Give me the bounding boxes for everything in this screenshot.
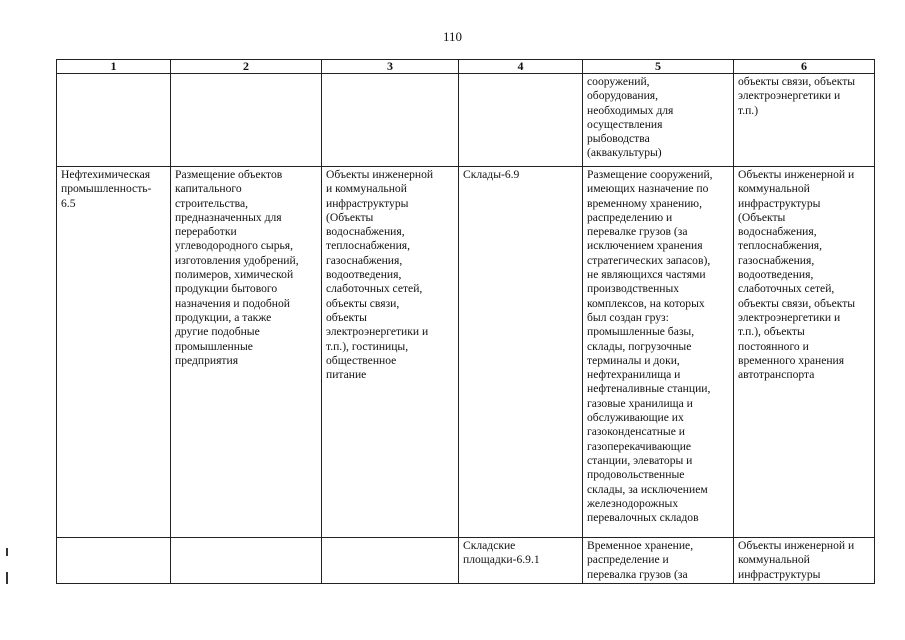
cell-text: Нефтехимическая промышленность- 6.5 bbox=[61, 168, 152, 210]
column-header-1: 1 bbox=[57, 60, 171, 74]
table-cell bbox=[734, 74, 875, 167]
table-cell bbox=[583, 74, 734, 167]
column-header-2: 2 bbox=[171, 60, 322, 74]
table-cell bbox=[734, 538, 875, 584]
table-cell bbox=[459, 74, 583, 167]
cell-text: Склады-6.9 bbox=[463, 168, 520, 181]
table-cell bbox=[171, 538, 322, 584]
table-header-row bbox=[57, 60, 875, 74]
table-cell bbox=[459, 538, 583, 584]
column-header-6: 6 bbox=[734, 60, 875, 74]
land-use-table bbox=[56, 59, 875, 584]
table-cell bbox=[171, 74, 322, 167]
column-header-5: 5 bbox=[583, 60, 734, 74]
column-header-3: 3 bbox=[322, 60, 459, 74]
table-cell bbox=[583, 538, 734, 584]
table-cell bbox=[459, 167, 583, 538]
table-cell bbox=[171, 167, 322, 538]
table-row bbox=[57, 167, 875, 538]
table-cell bbox=[322, 74, 459, 167]
table-cell bbox=[322, 538, 459, 584]
column-header-4: 4 bbox=[459, 60, 583, 74]
table-cell bbox=[583, 167, 734, 538]
cell-text: Объекты инженерной и коммунальной инфраструктуры (Объекты водоснабжения, теплоснабжения, газоснабжения, водоотведения, слаботочных сетей, объекты связи, объекты электроэнергетики и т.п.), гостиницы, общественное питание bbox=[326, 168, 434, 382]
table-cell bbox=[322, 167, 459, 538]
table-cell bbox=[57, 167, 171, 538]
cell-text: Временное хранение, распределение и перевалка грузов (за bbox=[587, 539, 694, 581]
cell-text: Объекты инженерной и коммунальной инфраструктуры (Объекты водоснабжения, теплоснабжения, газоснабжения, водоотведения, слаботочных сетей, объекты связи, объекты электроэнергетики и т.п.), объекты постоянного и временного хранения автотранспорта bbox=[738, 168, 856, 382]
cell-text: Размещение объектов капитального строительства, предназначенных для переработки углеводородного сырья, изготовления удобрений, полимеров, химической продукции бытового назначения и подобной продукции, а также другие подобные промышленные предприятия bbox=[175, 168, 299, 367]
cell-text: Объекты инженерной и коммунальной инфраструктуры bbox=[738, 539, 855, 581]
scan-edge-mark bbox=[6, 548, 8, 556]
cell-text: Размещение сооружений, имеющих назначение по временному хранению, распределению и перевалке грузов (за исключением хранения стратегических запасов), не являющихся частями производственных комплексов, на которых был создан груз: промышленные базы, склады, погрузочные терминалы и доки, нефтехранилища и нефтеналивные станции, газовые хранилища и обслуживающие их газоконденсатные и газоперекачивающие станции, элеваторы и продовольственные склады, за исключением железнодорожных перевалочных складов bbox=[587, 168, 713, 525]
scan-edge-mark bbox=[6, 572, 8, 584]
table-cell bbox=[734, 167, 875, 538]
cell-text: сооружений, оборудования, необходимых для осуществления рыбоводства (аквакультуры) bbox=[587, 75, 674, 160]
cell-text: Складские площадки-6.9.1 bbox=[463, 539, 540, 567]
table-row bbox=[57, 538, 875, 584]
page-number: 110 bbox=[442, 29, 463, 44]
table-cell bbox=[57, 538, 171, 584]
cell-text: объекты связи, объекты электроэнергетики и т.п.) bbox=[738, 75, 856, 117]
table-row bbox=[57, 74, 875, 167]
table-cell bbox=[57, 74, 171, 167]
